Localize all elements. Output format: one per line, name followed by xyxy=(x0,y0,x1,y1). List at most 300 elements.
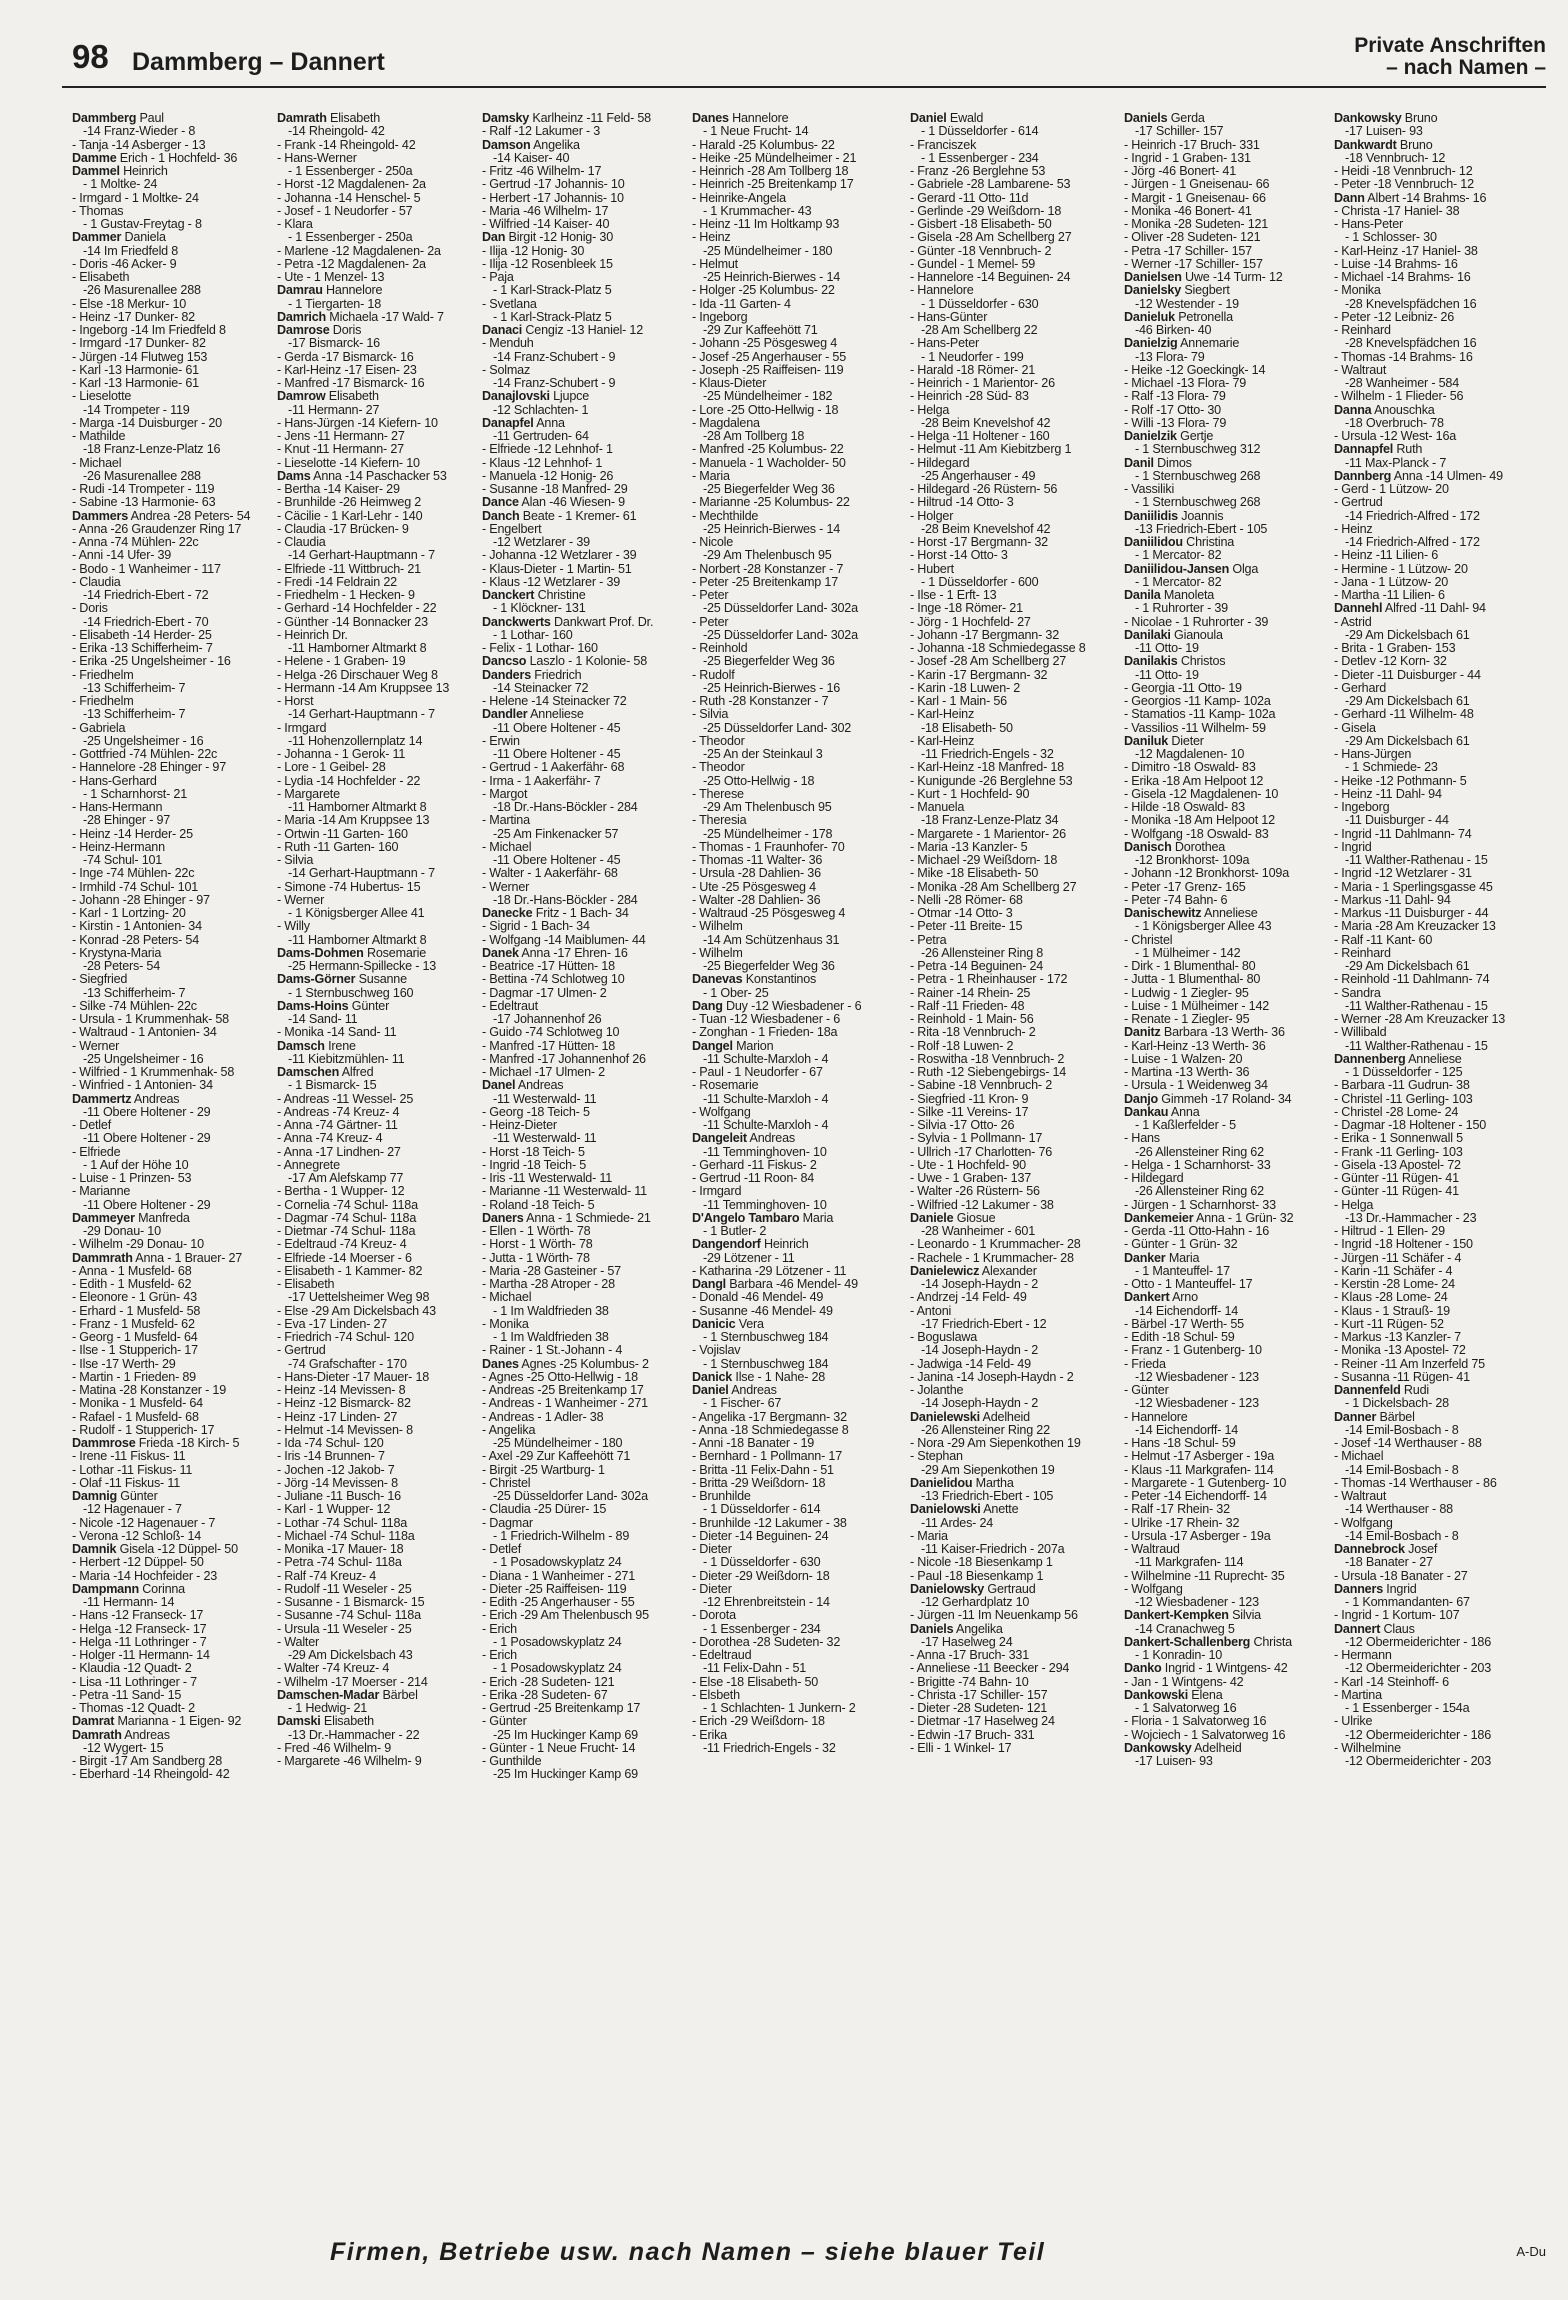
entry-line: - Helga -11 Holtener - 160 xyxy=(910,429,1050,443)
surname-entry xyxy=(1334,404,1534,417)
entry-line: - Ingeborg -14 Im Friedfeld 8 xyxy=(72,323,226,337)
surname: Danieluk xyxy=(1124,309,1175,324)
entry-line: -11 Obere Holtener - 45 xyxy=(493,853,621,867)
surname: Danckert xyxy=(482,588,535,602)
entry-line: - Marga -14 Duisburger - 20 xyxy=(72,415,222,430)
entry-line: - Menduh xyxy=(482,336,534,351)
entry-line: - 1 Essenberger - 234 xyxy=(921,150,1039,165)
surname: Dams xyxy=(277,468,311,483)
entry-line: -17 Uettelsheimer Weg 98 xyxy=(288,1290,430,1305)
entry-line: - Ulrike xyxy=(1334,1714,1373,1729)
entry-line: - Sabine -13 Harmonie- 63 xyxy=(72,495,216,510)
entry-detail: Paul xyxy=(136,112,164,125)
entry-detail: Joannis xyxy=(1177,508,1224,523)
entry-line: - Bettina -74 Schlotweg 10 xyxy=(482,972,625,987)
entry-line: - Claudia -17 Brücken- 9 xyxy=(277,521,409,536)
entry-line: - Felix - 1 Lothar- 160 xyxy=(482,641,598,655)
entry-detail: Rosemarie xyxy=(363,945,427,960)
surname: Dangel xyxy=(692,1038,733,1053)
surname: Danes xyxy=(692,112,729,125)
entry-line: - Thomas -12 Quadt- 2 xyxy=(72,1701,195,1715)
entry-line: - Barbara -11 Gudrun- 38 xyxy=(1334,1078,1470,1093)
entry-line: - Holger -25 Kolumbus- 22 xyxy=(692,283,835,298)
entry-line: - Elfriede -12 Lehnhof- 1 xyxy=(482,442,613,457)
entry-line: - Ralf -13 Flora- 79 xyxy=(1124,389,1226,404)
entry-line: -11 Obere Holtener - 29 xyxy=(83,1104,211,1119)
surname: Danners xyxy=(1334,1581,1383,1596)
surname-entry xyxy=(482,390,682,403)
entry-line: - Michael -29 Weißdorn- 18 xyxy=(910,853,1058,867)
entry-line: -28 Ehinger - 97 xyxy=(83,813,171,828)
entry-line: -11 Felix-Dahn - 51 xyxy=(703,1661,807,1676)
entry-line: - Wilfried - 1 Krummenhak- 58 xyxy=(72,1065,235,1079)
entry-line: - Heinrich Dr. xyxy=(277,627,348,642)
entry-line: -11 Gertruden- 64 xyxy=(493,429,589,443)
entry-line: - Rosemarie xyxy=(692,1078,759,1093)
entry-line: - Ingrid - 1 Graben- 131 xyxy=(1124,150,1251,165)
entry-line: -12 Wetzlarer - 39 xyxy=(493,535,590,549)
entry-line: - Gerhard -11 Fiskus- 2 xyxy=(692,1157,817,1172)
entry-line: - Ida -11 Garten- 4 xyxy=(692,296,791,311)
entry-line: - Helga -26 Dirschauer Weg 8 xyxy=(277,667,438,682)
entry-line: - Siegfried xyxy=(72,972,128,987)
entry-line: -28 Beim Knevelshof 42 xyxy=(921,521,1051,536)
entry-line: - Waltraud xyxy=(1124,1542,1180,1556)
entry-line: - 1 Ruhrorter - 39 xyxy=(1135,601,1228,616)
entry-detail: Marianna - 1 Eigen- 92 xyxy=(114,1714,242,1729)
entry-line: - Brigitte -74 Bahn- 10 xyxy=(910,1674,1029,1689)
entry-line: - Irmgard - 1 Moltke- 24 xyxy=(72,190,199,205)
entry-line: - Floria - 1 Salvatorweg 16 xyxy=(1124,1714,1267,1729)
entry-detail: Ingrid xyxy=(1383,1581,1417,1596)
entry-line: - Ursula -12 West- 16a xyxy=(1334,429,1457,443)
entry-detail: Hannelore xyxy=(322,283,383,298)
entry-line: -11 Obere Holtener - 45 xyxy=(493,720,621,735)
entry-line: - 1 Sternbuschweg 160 xyxy=(288,985,414,1000)
entry-line: - Günter - 1 Neue Frucht- 14 xyxy=(482,1740,636,1755)
surname-entry xyxy=(1124,655,1324,668)
entry-line: -74 Grafschafter - 170 xyxy=(288,1356,407,1371)
entry-line: - Ursula - 1 Krummenhak- 58 xyxy=(72,1012,229,1026)
entry-line: -18 Overbruch- 78 xyxy=(1345,415,1444,430)
entry-line: - Luise -14 Brahms- 16 xyxy=(1334,256,1458,271)
surname: Daniels xyxy=(1124,112,1168,125)
entry-line: - Hubert xyxy=(910,561,954,576)
surname-entry xyxy=(1124,271,1324,284)
entry-line: - Ilse - 1 Stupperich- 17 xyxy=(72,1343,198,1358)
entry-line: - Susanne -74 Schul- 118a xyxy=(277,1608,421,1623)
entry-line: - Manuela xyxy=(910,800,965,814)
entry-line: - 1 Konradin- 10 xyxy=(1135,1648,1223,1662)
entry-line: - Iris -11 Westerwald- 11 xyxy=(482,1171,613,1185)
entry-detail: Günter xyxy=(348,998,390,1013)
entry-line: - Reiner -11 Am Inzerfeld 75 xyxy=(1334,1356,1485,1371)
surname: Danisch xyxy=(1124,839,1172,854)
entry-line: - Maria - 1 Sperlingsgasse 45 xyxy=(1334,879,1493,894)
entry-line: - Maria -14 Hochfeider - 23 xyxy=(72,1568,218,1583)
entry-line: - Wilfried -14 Kaiser- 40 xyxy=(482,217,610,231)
entry-line: - Ingrid -18 Holtener - 150 xyxy=(1334,1237,1473,1252)
surname-entry xyxy=(692,112,892,125)
entry-line: - Ingrid -11 Dahlmann- 74 xyxy=(1334,826,1472,841)
entry-line: -28 Peters- 54 xyxy=(83,959,160,973)
entry-line: - Ilija -12 Honig- 30 xyxy=(482,243,585,258)
surname: Danila xyxy=(1124,588,1161,602)
entry-detail: Birgit -12 Honig- 30 xyxy=(505,230,614,245)
surname: Dandler xyxy=(482,707,528,722)
entry-line: - Reinhold xyxy=(692,641,748,655)
entry-line: - Martina -13 Werth- 36 xyxy=(1124,1065,1250,1079)
entry-line: - Zonghan - 1 Frieden- 18a xyxy=(692,1025,838,1040)
entry-line: -14 Cranachweg 5 xyxy=(1135,1621,1235,1636)
surname-entry xyxy=(1124,841,1324,854)
entry-line: -25 Heinrich-Bierwes - 14 xyxy=(703,270,841,284)
entry-line: - Günter -11 Rügen- 41 xyxy=(1334,1184,1459,1199)
entry-line: - Margarete - 1 Marientor- 26 xyxy=(910,826,1066,841)
entry-line: - Gerd - 1 Lützow- 20 xyxy=(1334,482,1449,496)
entry-line: - Manfred -25 Kolumbus- 22 xyxy=(692,442,844,457)
entry-line: -29 Am Dickelsbach 43 xyxy=(288,1648,413,1662)
entry-line: - Susanna -11 Rügen- 41 xyxy=(1334,1369,1470,1384)
entry-detail: Christine xyxy=(534,588,586,602)
entry-line: - Hermann xyxy=(1334,1648,1392,1662)
entry-line: -11 Westerwald- 11 xyxy=(493,1131,597,1146)
entry-line: - Klaus -12 Lehnhof- 1 xyxy=(482,455,603,470)
surname: Danker xyxy=(1124,1250,1166,1265)
entry-line: - Sandra xyxy=(1334,985,1381,1000)
entry-line: - Edith -25 Angerhauser - 55 xyxy=(482,1595,635,1609)
entry-line: - 1 Neudorfer - 199 xyxy=(921,349,1024,364)
entry-detail: Dankwart Prof. Dr. xyxy=(550,614,654,629)
entry-line: - Lore -25 Otto-Hellwig - 18 xyxy=(692,402,839,417)
surname: Danielzik xyxy=(1124,429,1177,443)
entry-detail: Olga xyxy=(1229,561,1259,576)
surname-entry xyxy=(692,973,892,986)
entry-line: - Heinrich -28 Am Tollberg 18 xyxy=(692,164,849,178)
entry-line: - 1 Scharnhorst- 21 xyxy=(83,786,187,801)
entry-line: - Waltraut xyxy=(1334,1489,1387,1503)
entry-line: - Wilfried -12 Lakumer - 38 xyxy=(910,1197,1054,1212)
entry-line: - Franz - 1 Musfeld- 62 xyxy=(72,1316,195,1331)
entry-detail: Alan -46 Wiesen- 9 xyxy=(518,495,625,510)
entry-line: - Roswitha -18 Vennbruch- 2 xyxy=(910,1051,1065,1066)
surname-entry xyxy=(482,510,682,523)
surname-entry xyxy=(72,1437,272,1450)
entry-line: - Edeltraud xyxy=(692,1648,752,1662)
entry-line: - Horst -12 Magdalenen- 2a xyxy=(277,177,426,192)
entry-line: - Ortwin -11 Garten- 160 xyxy=(277,826,408,841)
surname-entry xyxy=(277,1000,477,1013)
entry-detail: Christos xyxy=(1177,654,1226,669)
surname-entry xyxy=(482,708,682,721)
entry-detail: Annemarie xyxy=(1177,336,1240,351)
entry-detail: Friedrich xyxy=(531,667,582,682)
entry-line: -12 Gerhardplatz 10 xyxy=(921,1595,1030,1609)
footer-note: Firmen, Betriebe usw. nach Namen – siehe blauer Teil xyxy=(330,2238,1046,2266)
entry-line: - Irmgard xyxy=(692,1184,742,1199)
entry-line: - Anna -74 Kreuz- 4 xyxy=(277,1131,383,1146)
directory-column xyxy=(692,112,892,2222)
entry-line: - Gertrud -11 Roon- 84 xyxy=(692,1171,815,1185)
entry-line: - Michael xyxy=(482,839,532,854)
entry-line: - Holger -11 Hermann- 14 xyxy=(72,1648,210,1662)
entry-line: - Jörg -46 Bonert- 41 xyxy=(1124,164,1236,178)
entry-line: - Irma - 1 Aakerfähr- 7 xyxy=(482,773,601,788)
entry-line: - 1 Sternbuschweg 312 xyxy=(1135,442,1261,457)
entry-detail: Beate - 1 Kremer- 61 xyxy=(519,508,637,523)
entry-detail: Ljupce xyxy=(549,389,590,404)
surname: Danecke xyxy=(482,906,533,920)
entry-line: - Ingeborg xyxy=(1334,800,1390,814)
entry-line: - Gisela -13 Apostel- 72 xyxy=(1334,1157,1461,1172)
entry-line: -11 Walther-Rathenau - 15 xyxy=(1345,998,1488,1013)
entry-line: -14 Joseph-Haydn - 2 xyxy=(921,1396,1039,1411)
entry-line: - Lieselotte -14 Kiefern- 10 xyxy=(277,455,420,470)
entry-line: - Krystyna-Maria xyxy=(72,945,162,960)
entry-line: -26 Allensteiner Ring 22 xyxy=(921,1422,1050,1437)
surname: Dammberg xyxy=(72,112,137,125)
entry-detail: Manoleta xyxy=(1160,588,1215,602)
entry-detail: Anna xyxy=(533,415,565,430)
entry-line: - 1 Sternbuschweg 268 xyxy=(1135,468,1261,483)
entry-line: -25 Biegerfelder Weg 36 xyxy=(703,654,835,669)
entry-line: - Karin -17 Bergmann- 32 xyxy=(910,667,1048,682)
surname: Dankowski xyxy=(1124,1687,1188,1702)
entry-line: -25 Angerhauser - 49 xyxy=(921,468,1036,483)
entry-line: - Claudia xyxy=(277,535,326,549)
entry-line: - Rudi -14 Trompeter - 119 xyxy=(72,482,215,496)
entry-line: -11 Walther-Rathenau - 15 xyxy=(1345,853,1488,867)
entry-line: - Beatrice -17 Hütten- 18 xyxy=(482,959,615,973)
entry-line: - Heike -12 Goeckingk- 14 xyxy=(1124,362,1266,377)
entry-detail: Ewald xyxy=(946,112,984,125)
entry-line: - Klaus -12 Wetzlarer - 39 xyxy=(482,574,621,589)
entry-line: -12 Obermeiderichter - 186 xyxy=(1345,1634,1491,1649)
entry-line: - Fritz -46 Wilhelm- 17 xyxy=(482,164,602,178)
surname: Damme xyxy=(72,150,117,165)
surname: Daniels xyxy=(910,1621,954,1636)
entry-line: - Maria -28 Gasteiner - 57 xyxy=(482,1263,621,1278)
entry-line: - Christa -17 Haniel- 38 xyxy=(1334,203,1460,218)
entry-line: - Johanna -14 Henschel- 5 xyxy=(277,190,421,205)
entry-line: - 1 Düsseldorfer - 614 xyxy=(703,1502,821,1517)
surname-entry xyxy=(1124,536,1324,549)
entry-line: - Heinz -14 Herder- 25 xyxy=(72,826,193,841)
entry-line: - Marlene -12 Magdalenen- 2a xyxy=(277,243,441,258)
entry-line: - Jolanthe xyxy=(910,1383,964,1397)
entry-line: -18 Banater - 27 xyxy=(1345,1555,1433,1570)
entry-line: - Karin -18 Luwen- 2 xyxy=(910,680,1021,695)
entry-line: - Margarete xyxy=(277,786,340,801)
surname: Danielowski xyxy=(910,1502,981,1517)
surname-entry xyxy=(72,165,272,178)
entry-line: - Hannelore xyxy=(1124,1409,1188,1424)
entry-line: - Markus -11 Duisburger - 44 xyxy=(1334,906,1489,920)
entry-line: - Rolf -17 Otto- 30 xyxy=(1124,402,1221,417)
surname-entry xyxy=(72,112,272,125)
entry-line: - Luise - 1 Walzen- 20 xyxy=(1124,1051,1243,1066)
entry-line: - 1 Im Waldfrieden 38 xyxy=(493,1303,609,1318)
entry-line: - Diana - 1 Wanheimer - 271 xyxy=(482,1568,636,1583)
entry-detail: Anna - 1 Schmiede- 21 xyxy=(523,1210,651,1225)
surname-entry xyxy=(1334,602,1534,615)
surname-entry xyxy=(482,324,682,337)
entry-line: - Erika -13 Schifferheim- 7 xyxy=(72,641,213,655)
entry-line: -25 Düsseldorfer Land- 302a xyxy=(703,601,858,616)
entry-line: - Ralf -74 Kreuz- 4 xyxy=(277,1568,377,1583)
entry-line: - Karl -13 Harmonie- 61 xyxy=(72,362,199,377)
entry-line: - Hiltrud -14 Otto- 3 xyxy=(910,495,1014,510)
entry-line: - Michael xyxy=(72,455,122,470)
entry-line: -25 Ungelsheimer - 16 xyxy=(83,733,204,748)
entry-line: - Nicole -12 Hagenauer - 7 xyxy=(72,1515,216,1530)
entry-line: - Harald -18 Römer- 21 xyxy=(910,362,1036,377)
entry-line: - Martina xyxy=(482,813,530,828)
entry-line: - Peter xyxy=(692,588,729,602)
entry-line: - Irene -11 Fiskus- 11 xyxy=(72,1449,186,1464)
entry-line: - Hans-Gerhard xyxy=(72,773,157,788)
entry-detail: Martha xyxy=(972,1475,1014,1490)
surname: Damson xyxy=(482,137,531,152)
entry-line: - Detlef xyxy=(72,1118,111,1132)
entry-line: - Erhard - 1 Musfeld- 58 xyxy=(72,1303,201,1318)
entry-line: - Petra -12 Magdalenen- 2a xyxy=(277,256,426,271)
entry-detail: Adelheid xyxy=(979,1409,1030,1424)
directory-column xyxy=(482,112,682,2222)
entry-line: - Ruth -28 Konstanzer - 7 xyxy=(692,694,829,708)
entry-line: -14 Am Schützenhaus 31 xyxy=(703,932,840,947)
entry-line: - Johanna - 1 Gerok- 11 xyxy=(277,747,406,761)
entry-detail: Cengiz -13 Haniel- 12 xyxy=(522,323,644,337)
entry-line: - Georg -18 Teich- 5 xyxy=(482,1104,590,1119)
surname-entry xyxy=(1124,457,1324,470)
entry-line: - Erich -29 Am Thelenbusch 95 xyxy=(482,1608,649,1623)
entry-line: - Bärbel -17 Werth- 55 xyxy=(1124,1316,1244,1331)
entry-line: - 1 Kommandanten- 67 xyxy=(1345,1595,1470,1609)
entry-line: - Erich xyxy=(482,1648,517,1662)
entry-line: -29 Am Dickelsbach 61 xyxy=(1345,733,1470,748)
surname-entry xyxy=(910,1411,1110,1424)
entry-line: - Georgios -11 Kamp- 102a xyxy=(1124,694,1271,708)
surname: Daniel xyxy=(910,112,947,125)
surname-entry xyxy=(277,311,477,324)
entry-line: - Helene - 1 Graben- 19 xyxy=(277,654,406,669)
entry-line: - Ralf -11 Frieden- 48 xyxy=(910,998,1025,1013)
entry-line: - Marianne -11 Westerwald- 11 xyxy=(482,1184,647,1199)
entry-line: - Heinrike-Angela xyxy=(692,190,786,205)
entry-line: - Simone -74 Hubertus- 15 xyxy=(277,879,421,894)
surname: Damsch xyxy=(277,1038,325,1053)
surname-entry xyxy=(1124,1212,1324,1225)
entry-detail: Anneliese xyxy=(1201,906,1258,920)
entry-line: -25 Biegerfelder Weg 36 xyxy=(703,959,835,973)
entry-line: - Günter xyxy=(1124,1383,1169,1397)
entry-line: - Irmgard xyxy=(277,720,327,735)
entry-line: - 1 Ober- 25 xyxy=(703,985,769,1000)
entry-line: -17 Luisen- 93 xyxy=(1135,1754,1213,1768)
entry-line: - Engelbert xyxy=(482,521,542,536)
entry-line: - Reinhold -11 Dahlmann- 74 xyxy=(1334,972,1490,987)
entry-line: - 1 Düsseldorfer - 630 xyxy=(921,296,1039,311)
entry-line: -29 Am Dickelsbach 61 xyxy=(1345,694,1470,708)
surname-entry xyxy=(692,1212,892,1225)
surname-entry xyxy=(910,1623,1110,1636)
entry-line: - Anna -18 Schmiedegasse 8 xyxy=(692,1422,849,1437)
entry-line: -25 Düsseldorfer Land- 302 xyxy=(703,720,852,735)
entry-line: - Hannelore -14 Beguinen- 24 xyxy=(910,270,1071,284)
entry-line: - Herbert -12 Düppel- 50 xyxy=(72,1555,204,1570)
entry-line: - Inge -18 Römer- 21 xyxy=(910,601,1023,616)
entry-line: - Waltraud -25 Pösgesweg 4 xyxy=(692,906,846,920)
entry-line: - Rita -18 Vennbruch- 2 xyxy=(910,1025,1036,1040)
entry-line: - Edith - 1 Musfeld- 62 xyxy=(72,1277,192,1291)
surname: Danicic xyxy=(692,1316,736,1331)
surname-entry xyxy=(277,1066,477,1079)
entry-line: - Anna -17 Bruch- 331 xyxy=(910,1648,1030,1662)
entry-line: - Willi -13 Flora- 79 xyxy=(1124,415,1227,430)
entry-line: - Knut -11 Hermann- 27 xyxy=(277,442,404,457)
entry-line: -13 Schifferheim- 7 xyxy=(83,680,186,695)
entry-line: - Oliver -28 Sudeten- 121 xyxy=(1124,230,1261,245)
entry-line: - Erika -25 Ungelsheimer - 16 xyxy=(72,654,231,669)
entry-line: - Karl-Heinz -17 Eisen- 23 xyxy=(277,362,417,377)
entry-line: - Rainer -14 Rhein- 25 xyxy=(910,985,1031,1000)
entry-line: - Janina -14 Joseph-Haydn - 2 xyxy=(910,1369,1074,1384)
surname-entry xyxy=(1334,470,1534,483)
surname-entry xyxy=(910,1583,1110,1596)
entry-line: - Hans-Peter xyxy=(1334,217,1403,231)
entry-line: -11 Hamborner Altmarkt 8 xyxy=(288,641,427,655)
entry-line: - Ralf -11 Kant- 60 xyxy=(1334,932,1433,947)
entry-line: - Helmut -11 Am Kiebitzberg 1 xyxy=(910,442,1072,457)
entry-line: - 1 Bismarck- 15 xyxy=(288,1078,377,1093)
entry-line: - 1 Salvatorweg 16 xyxy=(1135,1701,1237,1715)
entry-line: - Markus -13 Kanzler- 7 xyxy=(1334,1330,1461,1344)
entry-line: - Horst -17 Bergmann- 32 xyxy=(910,535,1048,549)
entry-line: - Waltraut xyxy=(1334,362,1387,377)
surname-entry xyxy=(1334,1411,1534,1424)
entry-line: - Susanne -18 Manfred- 29 xyxy=(482,482,628,496)
entry-line: - Ulrike -17 Rhein- 32 xyxy=(1124,1515,1240,1530)
entry-line: - Heinz -14 Mevissen- 8 xyxy=(277,1383,406,1397)
surname-entry xyxy=(1124,1252,1324,1265)
entry-line: - Jürgen -11 Schäfer - 4 xyxy=(1334,1250,1462,1265)
surname: Daniilidis xyxy=(1124,508,1178,523)
entry-detail: Dieter xyxy=(1168,733,1204,748)
entry-line: - Edwin -17 Bruch- 331 xyxy=(910,1727,1035,1742)
entry-line: - Andreas -11 Wessel- 25 xyxy=(277,1091,414,1106)
entry-line: -18 Franz-Lenze-Platz 16 xyxy=(83,442,221,457)
entry-line: - Mechthilde xyxy=(692,508,759,523)
entry-line: - Bodo - 1 Wanheimer - 117 xyxy=(72,561,221,576)
surname: Daniilidou xyxy=(1124,535,1183,549)
surname: Danick xyxy=(692,1369,733,1384)
entry-line: - Dietmar -17 Haselweg 24 xyxy=(910,1714,1055,1729)
entry-line: - 1 Schmiede- 23 xyxy=(1345,760,1438,775)
entry-line: - Marianne xyxy=(72,1184,131,1199)
entry-line: - Silvia xyxy=(692,707,729,722)
surname-entry xyxy=(482,589,682,602)
entry-line: - Georgia -11 Otto- 19 xyxy=(1124,680,1242,695)
entry-line: - Heinz -17 Linden- 27 xyxy=(277,1409,398,1424)
entry-line: - Andreas - 1 Adler- 38 xyxy=(482,1409,604,1424)
entry-line: - 1 Schlosser- 30 xyxy=(1345,230,1437,245)
entry-line: - 1 Neue Frucht- 14 xyxy=(703,124,809,139)
entry-line: -25 Düsseldorfer Land- 302a xyxy=(493,1489,648,1503)
entry-detail: Alfred xyxy=(339,1065,374,1079)
entry-line: - Maria -46 Wilhelm- 17 xyxy=(482,203,609,218)
entry-line: -14 Emil-Bosbach - 8 xyxy=(1345,1422,1459,1437)
